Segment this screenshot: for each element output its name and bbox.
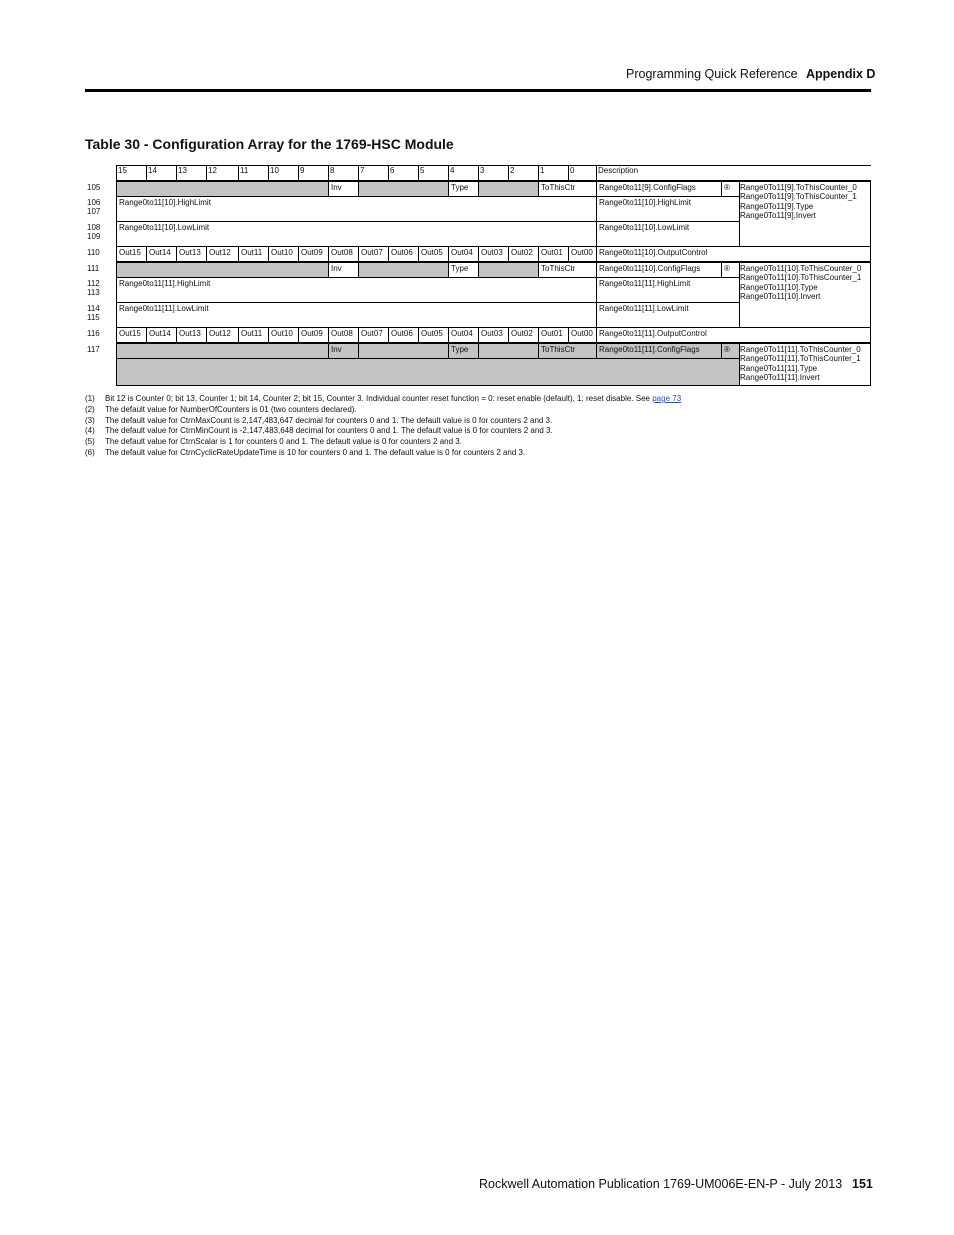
output-bit-out06: Out06 — [388, 327, 419, 343]
output-bit-out10: Out10 — [268, 327, 299, 343]
reserved-bits-shaded — [116, 343, 329, 359]
page-number: 151 — [852, 1177, 873, 1191]
output-bit-out14: Out14 — [146, 327, 177, 343]
footnote-text: The default value for CtrnMaxCount is 2,147,483,647 decimal for counters 0 and 1. The default value is 0 for counters 2 and 3. — [105, 415, 553, 425]
output-bit-out07: Out07 — [358, 246, 389, 262]
output-control-description: Range0to11[10].OutputControl — [596, 246, 871, 262]
inv-bit: Inv — [328, 181, 359, 197]
column-header-bit-1: 1 — [540, 166, 545, 175]
output-bit-out01: Out01 — [538, 246, 569, 262]
low-limit-description: Range0to11[11].LowLimit — [596, 302, 740, 328]
column-header-bit-14: 14 — [148, 166, 157, 175]
row-number: 110 — [87, 248, 100, 257]
to-this-ctr-bits: ToThisCtr — [538, 262, 597, 278]
output-bit-out13: Out13 — [176, 246, 207, 262]
footnote-number: (5) — [85, 437, 95, 447]
header-divider — [568, 165, 569, 181]
output-bit-out15: Out15 — [116, 246, 147, 262]
output-bit-out12: Out12 — [206, 246, 239, 262]
row-number: 112 113 — [87, 279, 100, 297]
config-flags-description: Range0to11[9].ConfigFlags — [596, 181, 722, 197]
row-number: 117 — [87, 345, 100, 354]
footnote-number: (2) — [85, 404, 95, 414]
output-bit-out13: Out13 — [176, 327, 207, 343]
header-divider — [146, 165, 147, 181]
high-limit-description: Range0to11[11].HighLimit — [596, 277, 740, 303]
header-divider — [116, 165, 117, 181]
output-bit-out03: Out03 — [478, 327, 509, 343]
column-header-bit-15: 15 — [118, 166, 127, 175]
column-header-bit-3: 3 — [480, 166, 485, 175]
reserved-bits-shaded — [358, 181, 449, 197]
output-bit-out05: Out05 — [418, 246, 449, 262]
column-header-bit-0: 0 — [570, 166, 575, 175]
column-header-bit-11: 11 — [240, 166, 249, 175]
header-divider — [448, 165, 449, 181]
reserved-bits-shaded — [478, 343, 539, 359]
header-divider — [238, 165, 239, 181]
header-divider — [268, 165, 269, 181]
footnote — [85, 448, 681, 459]
output-bit-out01: Out01 — [538, 327, 569, 343]
bit-descriptions: Range0To11[10].ToThisCounter_0 Range0To11[10].ToThisCounter_1 Range0To11[10].Type Range0To11[10].Invert — [740, 264, 862, 301]
header-divider — [176, 165, 177, 181]
output-bit-out06: Out06 — [388, 246, 419, 262]
registered-mark: ® — [721, 262, 740, 278]
footnotes — [85, 394, 681, 459]
column-header-bit-9: 9 — [300, 166, 305, 175]
registered-mark: ® — [721, 181, 740, 197]
row-number: 108 109 — [87, 223, 101, 241]
footnote — [85, 416, 681, 427]
footnote-text: The default value for CtrnMinCount is -2,147,483,648 decimal for counters 0 and 1. The default value is 0 for counters 2 and 3. — [105, 426, 553, 436]
output-bit-out00: Out00 — [568, 246, 597, 262]
row-number: 114 115 — [87, 304, 100, 322]
output-bit-out10: Out10 — [268, 246, 299, 262]
reserved-bits-shaded — [358, 343, 449, 359]
output-bit-out11: Out11 — [238, 246, 269, 262]
output-bit-out03: Out03 — [478, 246, 509, 262]
type-bit: Type — [448, 262, 479, 278]
column-header-bit-4: 4 — [450, 166, 455, 175]
output-bit-out08: Out08 — [328, 246, 359, 262]
header-divider — [358, 165, 359, 181]
low-limit: Range0to11[11].LowLimit — [116, 302, 597, 328]
header-divider — [298, 165, 299, 181]
bit-descriptions: Range0To11[11].ToThisCounter_0 Range0To11[11].ToThisCounter_1 Range0To11[11].Type Range0To11[11].Invert — [740, 345, 861, 382]
output-bit-out15: Out15 — [116, 327, 147, 343]
footnote-text: The default value for CtrnScalar is 1 for counters 0 and 1. The default value is 0 for counters 2 and 3. — [105, 437, 462, 447]
output-bit-out08: Out08 — [328, 327, 359, 343]
footnote-number: (1) — [85, 394, 95, 403]
footnote — [85, 426, 681, 437]
table-title: Table 30 - Configuration Array for the 1769-HSC Module — [85, 136, 454, 152]
high-limit-description: Range0to11[10].HighLimit — [596, 196, 740, 222]
output-bit-out04: Out04 — [448, 246, 479, 262]
high-limit: Range0to11[10].HighLimit — [116, 196, 597, 222]
low-limit-description: Range0to11[10].LowLimit — [596, 221, 740, 247]
table-bottom-rule — [116, 385, 871, 386]
output-bit-out14: Out14 — [146, 246, 177, 262]
header-divider — [388, 165, 389, 181]
column-header-bit-6: 6 — [390, 166, 395, 175]
footnote-text: Bit 12 is Counter 0; bit 13, Counter 1; bit 14, Counter 2; bit 15, Counter 3. Individual counter reset function = 0: reset enable (default), 1: reset disable. See page 73 — [105, 394, 682, 403]
output-bit-out02: Out02 — [508, 246, 539, 262]
footer-publication: Rockwell Automation Publication 1769-UM006E-EN-P - July 2013 — [479, 1177, 843, 1191]
footnote-text: The default value for NumberOfCounters is 01 (two counters declared). — [105, 404, 357, 414]
header-divider — [418, 165, 419, 181]
page-link[interactable]: page 73 — [652, 394, 682, 403]
column-header-bit-5: 5 — [420, 166, 425, 175]
reserved-bits-shaded — [358, 262, 449, 278]
output-control-description: Range0to11[11].OutputControl — [596, 327, 871, 343]
registered-mark: ® — [721, 343, 740, 359]
column-header-bit-12: 12 — [208, 166, 217, 175]
reserved-bits-shaded — [116, 181, 329, 197]
row-number: 111 — [87, 264, 100, 273]
type-bit: Type — [448, 181, 479, 197]
reserved-bits-shaded — [116, 262, 329, 278]
output-bit-out02: Out02 — [508, 327, 539, 343]
reserved-bits-shaded — [478, 181, 539, 197]
output-bit-out04: Out04 — [448, 327, 479, 343]
column-header-bit-8: 8 — [330, 166, 335, 175]
footnote-number: (6) — [85, 447, 95, 457]
column-header-bit-2: 2 — [510, 166, 515, 175]
configuration-array-table — [85, 165, 871, 387]
output-bit-out11: Out11 — [238, 327, 269, 343]
column-header-bit-7: 7 — [360, 166, 365, 175]
footnote-text: The default value for CtrnCyclicRateUpdateTime is 10 for counters 0 and 1. The default value is 0 for counters 2 and 3. — [105, 447, 526, 457]
footnote-number: (3) — [85, 415, 95, 425]
column-header-bit-13: 13 — [178, 166, 187, 175]
inv-bit: Inv — [328, 343, 359, 359]
row-number: 106 107 — [87, 198, 101, 216]
output-bit-out09: Out09 — [298, 327, 329, 343]
header-divider — [328, 165, 329, 181]
footnote — [85, 405, 681, 416]
inv-bit: Inv — [328, 262, 359, 278]
header-divider — [538, 165, 539, 181]
config-flags-description: Range0to11[11].ConfigFlags — [596, 343, 722, 359]
output-bit-out05: Out05 — [418, 327, 449, 343]
footnote-number: (4) — [85, 426, 95, 436]
header-divider — [596, 165, 597, 181]
row-number: 105 — [87, 183, 101, 192]
reserved-bits-shaded — [478, 262, 539, 278]
column-header-description: Description — [598, 166, 639, 175]
bit-descriptions: Range0To11[9].ToThisCounter_0 Range0To11[9].ToThisCounter_1 Range0To11[9].Type Range0To11[9].Invert — [740, 183, 857, 220]
output-bit-out00: Out00 — [568, 327, 597, 343]
output-bit-out12: Out12 — [206, 327, 239, 343]
header-divider — [508, 165, 509, 181]
header-divider — [206, 165, 207, 181]
footnote — [85, 394, 681, 405]
running-header-section: Programming Quick Reference — [626, 67, 798, 81]
to-this-ctr-bits: ToThisCtr — [538, 181, 597, 197]
config-flags-description: Range0to11[10].ConfigFlags — [596, 262, 722, 278]
output-bit-out09: Out09 — [298, 246, 329, 262]
type-bit: Type — [448, 343, 479, 359]
running-header-appendix: Appendix D — [806, 67, 876, 81]
to-this-ctr-bits: ToThisCtr — [538, 343, 597, 359]
column-header-bit-10: 10 — [270, 166, 279, 175]
footnote — [85, 437, 681, 448]
low-limit: Range0to11[10].LowLimit — [116, 221, 597, 247]
output-bit-out07: Out07 — [358, 327, 389, 343]
header-rule — [85, 89, 871, 92]
row-number: 116 — [87, 329, 100, 338]
high-limit: Range0to11[11].HighLimit — [116, 277, 597, 303]
header-divider — [478, 165, 479, 181]
